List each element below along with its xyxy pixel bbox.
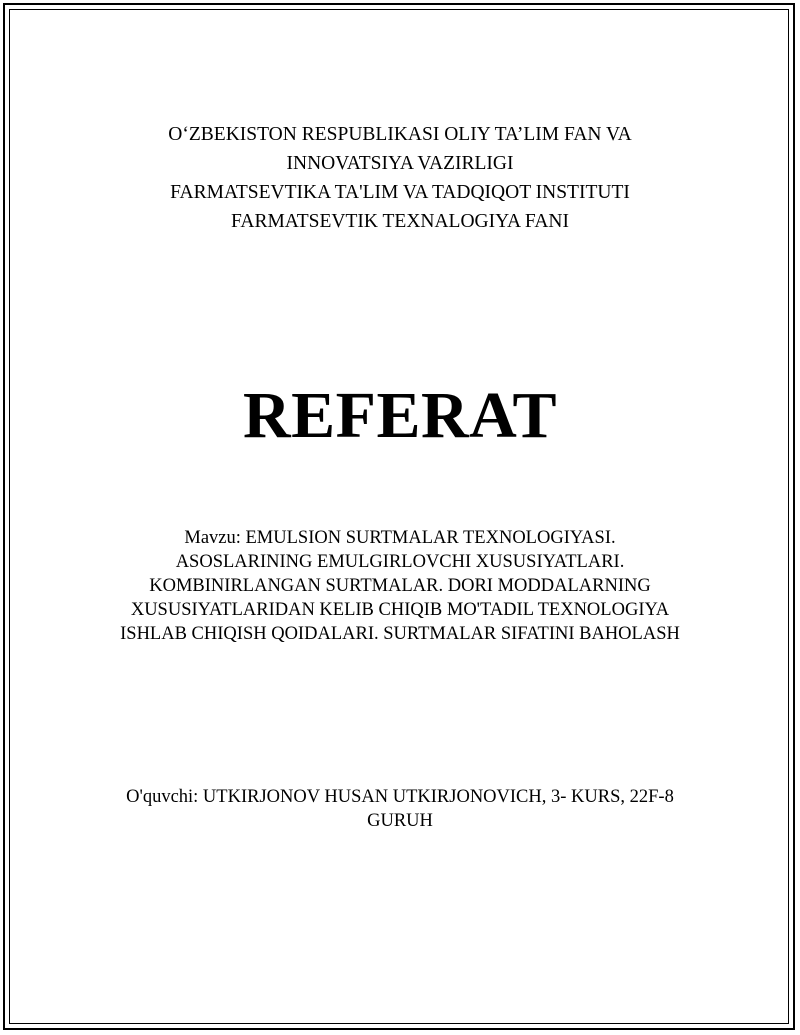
header-line: INNOVATSIYA VAZIRLIGI: [286, 153, 514, 174]
topic-line: ISHLAB CHIQISH QOIDALARI. SURTMALAR SIFATINI BAHOLASH: [120, 624, 680, 644]
student-line: GURUH: [367, 811, 433, 831]
header-line: O‘ZBEKISTON RESPUBLIKASI OLIY TA’LIM FAN VA: [168, 124, 632, 145]
institution-header: [0, 120, 800, 236]
topic-line: XUSUSIYATLARIDAN KELIB CHIQIB MO'TADIL TEXNOLOGIYA: [130, 600, 670, 620]
student-line: O'quvchi: UTKIRJONOV HUSAN UTKIRJONOVICH, 3- KURS, 22F-8: [126, 787, 674, 807]
topic-line: KOMBINIRLANGAN SURTMALAR. DORI MODDALARNING: [149, 576, 651, 596]
document-title: REFERAT: [243, 379, 557, 452]
header-line: FARMATSEVTIK TEXNALOGIYA FANI: [230, 211, 569, 232]
header-line: FARMATSEVTIKA TA'LIM VA TADQIQOT INSTITUTI: [170, 182, 630, 203]
topic-block: [0, 526, 800, 646]
topic-line: ASOSLARINING EMULGIRLOVCHI XUSUSIYATLARI.: [175, 552, 625, 572]
student-info: [0, 785, 800, 833]
topic-line: Mavzu: EMULSION SURTMALAR TEXNOLOGIYASI.: [184, 528, 616, 548]
